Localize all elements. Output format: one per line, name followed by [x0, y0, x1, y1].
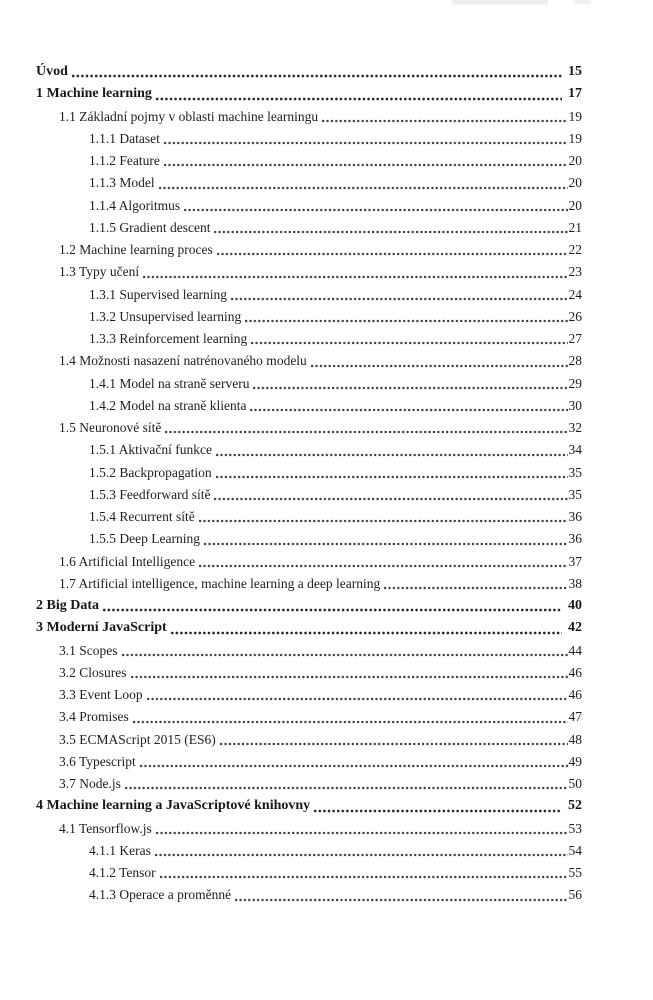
toc-entry-label: 1.3.3 Reinforcement learning	[89, 331, 248, 346]
toc-entry-label: 1.1 Základní pojmy v oblasti machine learningu	[59, 108, 319, 124]
toc-entry-label: 3.6 Typescript	[59, 753, 136, 769]
toc-entry[interactable]	[36, 573, 582, 595]
dot-leader	[214, 497, 567, 501]
toc-entry[interactable]	[36, 840, 582, 862]
toc-entry-label: 1.3.1 Supervised learning	[89, 286, 227, 302]
cut-off-header-artifact	[452, 0, 548, 4]
toc-entry-label: 4 Machine learning a JavaScriptové knihovny	[36, 798, 311, 814]
toc-entry-page-number: 19	[568, 130, 582, 146]
toc-entry-label: 3.4 Promises	[59, 709, 129, 725]
toc-entry-page-number: 42	[568, 620, 582, 636]
toc-entry[interactable]	[36, 729, 582, 751]
toc-entry[interactable]	[36, 83, 582, 105]
toc-entry-page-number: 54	[568, 842, 582, 858]
dot-leader	[164, 141, 568, 145]
toc-entry[interactable]	[36, 172, 582, 194]
toc-entry-page-number: 40	[568, 598, 582, 613]
toc-entry-page-number: 35	[568, 464, 582, 480]
toc-entry-page-number: 19	[568, 108, 582, 124]
toc-entry[interactable]	[36, 551, 582, 573]
toc-entry[interactable]	[36, 706, 582, 728]
toc-entry[interactable]	[36, 328, 582, 350]
dot-leader	[165, 430, 567, 434]
toc-entry[interactable]	[36, 284, 582, 306]
dot-leader	[103, 608, 562, 612]
toc-entry-label: 4.1.2 Tensor	[89, 865, 156, 880]
toc-entry-label: 1.5 Neuronové sítě	[59, 420, 162, 435]
toc-entry-page-number: 50	[568, 776, 582, 791]
toc-entry-label: 3.5 ECMAScript 2015 (ES6)	[59, 731, 216, 747]
toc-entry-label: 1.3.2 Unsupervised learning	[89, 308, 242, 324]
toc-entry-page-number: 53	[568, 820, 582, 836]
dot-leader	[143, 275, 567, 279]
toc-entry-page-number: 20	[568, 175, 582, 191]
dot-leader	[156, 831, 568, 835]
toc-entry-page-number: 55	[568, 865, 582, 880]
toc-entry-label: 1.1.5 Gradient descent	[89, 219, 211, 235]
toc-entry[interactable]	[36, 261, 582, 283]
dot-leader	[147, 697, 568, 701]
toc-entry-page-number: 44	[568, 642, 582, 658]
toc-entry[interactable]	[36, 640, 582, 662]
cut-off-header-artifact	[574, 0, 591, 4]
toc-entry-label: 4.1 Tensorflow.js	[59, 820, 152, 836]
dot-leader	[231, 297, 568, 301]
dot-leader	[156, 97, 562, 101]
toc-entry-label: 1.7 Artificial intelligence, machine learning a deep learning	[59, 575, 381, 591]
toc-entry-page-number: 15	[568, 64, 582, 79]
toc-entry-label: 1.1.1 Dataset	[89, 130, 160, 146]
dot-leader	[184, 208, 567, 212]
toc-entry-page-number: 28	[568, 353, 582, 369]
toc-entry-label: 1.4 Možnosti nasazení natrénovaného modelu	[59, 353, 307, 369]
toc-entry-label: Úvod	[36, 64, 68, 79]
dot-leader	[199, 564, 567, 568]
dot-leader	[204, 542, 568, 546]
toc-entry-label: 3.2 Closures	[59, 664, 127, 680]
toc-entry-page-number: 36	[568, 509, 582, 524]
toc-entry-page-number: 52	[568, 798, 582, 814]
toc-entry-page-number: 35	[568, 486, 582, 502]
toc-entry[interactable]	[36, 595, 582, 617]
toc-entry-page-number: 46	[568, 664, 582, 680]
toc-entry-page-number: 30	[568, 397, 582, 413]
toc-entry[interactable]	[36, 350, 582, 372]
toc-entry[interactable]	[36, 217, 582, 239]
toc-entry[interactable]	[36, 195, 582, 217]
toc-entry-label: 4.1.1 Keras	[89, 842, 151, 858]
toc-entry-page-number: 38	[568, 575, 582, 591]
toc-entry-label: 1.2 Machine learning proces	[59, 242, 213, 257]
dot-leader	[314, 809, 562, 813]
dot-leader	[322, 119, 567, 123]
toc-entry[interactable]	[36, 795, 582, 817]
toc-entry-page-number: 26	[568, 308, 582, 324]
dot-leader	[250, 408, 567, 412]
toc-entry-label: 4.1.3 Operace a proměnné	[89, 887, 232, 903]
toc-entry-label: 3 Moderní JavaScript	[36, 620, 167, 636]
dot-leader	[245, 319, 567, 323]
toc-entry[interactable]	[36, 528, 582, 550]
dot-leader	[235, 898, 567, 902]
toc-entry-label: 3.7 Node.js	[59, 776, 121, 791]
toc-entry-label: 3.1 Scopes	[59, 642, 118, 658]
dot-leader	[214, 230, 567, 234]
toc-entry[interactable]	[36, 751, 582, 773]
dot-leader	[164, 163, 568, 167]
toc-entry-page-number: 47	[568, 709, 582, 725]
dot-leader	[251, 341, 567, 345]
toc-entry[interactable]	[36, 617, 582, 639]
toc-entry-label: 1.5.2 Backpropagation	[89, 464, 212, 480]
toc-entry-label: 1 Machine learning	[36, 86, 152, 102]
toc-entry[interactable]	[36, 484, 582, 506]
toc-entry[interactable]	[36, 662, 582, 684]
toc-entry-page-number: 23	[568, 264, 582, 280]
toc-entry-label: 1.5.5 Deep Learning	[89, 531, 200, 547]
toc-entry[interactable]	[36, 506, 582, 528]
toc-entry-page-number: 46	[568, 687, 582, 702]
dot-leader	[160, 875, 568, 879]
toc-entry-label: 1.1.2 Feature	[89, 153, 160, 168]
dot-leader	[217, 252, 568, 256]
toc-entry-label: 1.6 Artificial Intelligence	[59, 553, 196, 569]
dot-leader	[311, 364, 568, 368]
toc-entry-label: 1.1.4 Algoritmus	[89, 197, 181, 213]
dot-leader	[131, 675, 568, 679]
dot-leader	[125, 786, 568, 790]
toc-entry-label: 2 Big Data	[36, 598, 99, 613]
toc-entry[interactable]	[36, 818, 582, 840]
toc-entry-page-number: 56	[568, 887, 582, 903]
toc-entry-page-number: 49	[568, 753, 582, 769]
toc-entry-page-number: 22	[568, 242, 582, 257]
toc-entry-page-number: 17	[568, 86, 582, 102]
toc-entry[interactable]	[36, 684, 582, 706]
toc-entry-label: 1.3 Typy učení	[59, 264, 140, 280]
toc-entry[interactable]	[36, 884, 582, 906]
dot-leader	[216, 475, 568, 479]
toc-entry[interactable]	[36, 395, 582, 417]
dot-leader	[155, 853, 568, 857]
toc-entry[interactable]	[36, 61, 582, 83]
toc-entry[interactable]	[36, 306, 582, 328]
dot-leader	[220, 742, 568, 746]
toc-entry-label: 1.5.1 Aktivační funkce	[89, 442, 212, 458]
dot-leader	[253, 386, 567, 390]
toc-entry[interactable]	[36, 239, 582, 261]
toc-entry-label: 1.4.1 Model na straně serveru	[89, 375, 250, 391]
toc-entry[interactable]	[36, 128, 582, 150]
dot-leader	[140, 764, 568, 768]
toc-entry-label: 3.3 Event Loop	[59, 687, 143, 702]
toc-entry[interactable]	[36, 862, 582, 884]
toc-entry-page-number: 36	[568, 531, 582, 547]
dot-leader	[122, 653, 568, 657]
toc-entry[interactable]	[36, 773, 582, 795]
toc-entry-page-number: 20	[568, 153, 582, 168]
toc-entry-page-number: 27	[568, 331, 582, 346]
dot-leader	[159, 186, 568, 190]
toc-entry-page-number: 34	[568, 442, 582, 458]
toc-entry[interactable]	[36, 417, 582, 439]
dot-leader	[72, 74, 562, 78]
toc-entry-page-number: 24	[568, 286, 582, 302]
toc-entry-page-number: 29	[568, 375, 582, 391]
toc-entry[interactable]	[36, 106, 582, 128]
toc-entry-label: 1.5.3 Feedforward sítě	[89, 486, 211, 502]
dot-leader	[216, 453, 568, 457]
dot-leader	[384, 586, 567, 590]
toc-entry-page-number: 21	[568, 219, 582, 235]
toc-entry-page-number: 32	[568, 420, 582, 435]
toc-entry-label: 1.1.3 Model	[89, 175, 155, 191]
toc-entry-label: 1.4.2 Model na straně klienta	[89, 397, 247, 413]
dot-leader	[133, 720, 568, 724]
toc-entry[interactable]	[36, 462, 582, 484]
toc-entry[interactable]	[36, 150, 582, 172]
table-of-contents	[36, 61, 582, 907]
dot-leader	[171, 631, 562, 635]
toc-entry-page-number: 20	[568, 197, 582, 213]
toc-entry-page-number: 37	[568, 553, 582, 569]
toc-entry-page-number: 48	[568, 731, 582, 747]
toc-entry[interactable]	[36, 373, 582, 395]
toc-entry-label: 1.5.4 Recurrent sítě	[89, 509, 195, 524]
toc-entry[interactable]	[36, 439, 582, 461]
dot-leader	[199, 519, 568, 523]
